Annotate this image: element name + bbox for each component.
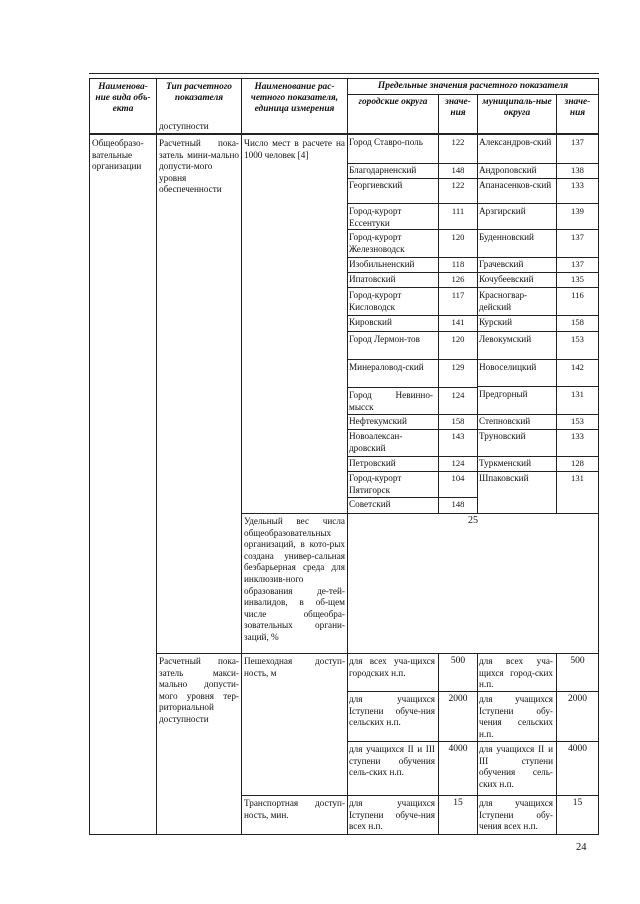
header-municipal-values: значе-ния xyxy=(564,97,591,118)
urban-district-value: 122 xyxy=(451,180,465,190)
urban-district-name: Георгиевский xyxy=(349,180,403,190)
municipal-district-name: Степновский xyxy=(479,416,531,426)
page-number: 24 xyxy=(576,842,587,853)
municipal-district-value: 137 xyxy=(571,232,584,242)
municipal-district-value: 137 xyxy=(571,259,584,269)
urban-district-name: Кировский xyxy=(349,317,392,327)
municipal-district-name: Буденновский xyxy=(479,232,534,242)
urban-district-value: 124 xyxy=(451,390,465,400)
urban-district-value: 104 xyxy=(451,473,465,483)
municipal-district-name: Арзгирский xyxy=(479,206,526,216)
urban-district-value: 143 xyxy=(451,431,465,441)
municipal-district-name: Новоселицкий xyxy=(479,362,537,372)
header-limit-values: Предельные значения расчетного показателя xyxy=(377,81,569,91)
urban-district-value: 148 xyxy=(451,499,465,509)
indicator-3-text: Пешеходная доступ-ность, м xyxy=(244,656,345,678)
indicator-type-2-text: Расчетный пока-затель макси-мально допусти-мого уровня тер-риториальной доступности xyxy=(159,656,239,724)
urban-district-value: 122 xyxy=(451,137,465,147)
transport-urban-value: 15 xyxy=(453,798,463,808)
urban-district-value: 117 xyxy=(451,290,465,300)
urban-district-name: Изобильненский xyxy=(349,259,415,269)
transport-municipal-text: для учащихся Iступени обу-чения всех н.п. xyxy=(479,798,553,832)
walk-urban-text: для учащихся Iступени обуче-ния сельских н.п. xyxy=(349,694,435,728)
urban-district-name: Советский xyxy=(349,499,391,509)
indicator-type-divider xyxy=(156,653,242,654)
municipal-district-name: Предгорный xyxy=(479,389,528,399)
municipal-district-value: 133 xyxy=(571,431,584,441)
indicator-1-text: Число мест в расчете на 1000 человек [4] xyxy=(244,138,345,160)
indicator-4-text: Транспортная доступ-ность, мин. xyxy=(244,798,345,820)
municipal-district-value: 139 xyxy=(571,206,584,216)
municipal-district-name: Апанасенков-ский xyxy=(479,180,552,190)
walk-urban-text: для всех уча-щихся городских н.п. xyxy=(349,656,435,678)
urban-district-value: 141 xyxy=(451,317,465,327)
municipal-district-name: Красногвар-дейский xyxy=(479,290,528,312)
col-object xyxy=(89,134,157,835)
municipal-district-value: 131 xyxy=(571,389,584,399)
urban-district-name: Город-курорт Ессентуки xyxy=(349,206,402,228)
municipal-district-value: 153 xyxy=(571,416,584,426)
urban-district-name: Благодарненский xyxy=(349,165,417,175)
header-indicator-name: Наименование рас-четного показателя, единица измерения xyxy=(250,82,339,114)
header-urban-districts: городские округа xyxy=(358,97,428,107)
walk-municipal-text: для учащихся Iступени обу-чения сельских н.п. xyxy=(479,694,553,739)
walk-urban-value: 4000 xyxy=(448,744,468,754)
urban-district-value: 129 xyxy=(451,362,465,372)
municipal-district-value: 116 xyxy=(571,290,584,300)
transport-urban-text: для учащихся Iступени обуче-ния всех н.п. xyxy=(349,798,435,832)
municipal-district-value: 138 xyxy=(571,165,584,175)
municipal-district-value: 142 xyxy=(571,362,584,372)
walk-urban-value: 500 xyxy=(450,656,466,666)
municipal-district-value: 135 xyxy=(571,274,584,284)
indicator-2-value: 25 xyxy=(468,515,478,526)
urban-district-name: Ипатовский xyxy=(349,274,396,284)
indicator-2-value-cell xyxy=(347,513,599,654)
walk-municipal-text: для всех уча-щихся город-ских н.п. xyxy=(479,656,553,690)
header-municipal-districts: муниципаль-ные округа xyxy=(482,97,552,118)
urban-district-value: 126 xyxy=(451,274,465,284)
urban-district-value: 111 xyxy=(451,206,465,216)
indicator-1-cell xyxy=(241,134,348,514)
urban-district-name: Город-курорт Пятигорск xyxy=(349,473,402,495)
municipal-district-name: Туркменский xyxy=(479,458,531,468)
municipal-district-value: 128 xyxy=(571,458,584,468)
indicator-type-1-text: Расчетный пока-затель мини-мально допусти-мого уровня обеспеченности xyxy=(159,138,239,195)
object-type-text: Общеобразо-вательные организации xyxy=(92,138,144,172)
urban-district-value: 148 xyxy=(451,165,465,175)
municipal-district-value: 131 xyxy=(571,473,584,483)
walk-urban-text: для учащихся II и III ступени обучения сель-ских н.п. xyxy=(349,744,435,778)
header-object-type: Наименова-ние вида объ-екта xyxy=(95,82,151,114)
municipal-district-name: Кочубеевский xyxy=(479,274,534,284)
walk-municipal-value: 500 xyxy=(570,656,585,666)
col-indicator-type xyxy=(156,134,242,835)
municipal-district-value: 153 xyxy=(571,334,584,344)
transport-municipal-value: 15 xyxy=(572,798,583,808)
walk-municipal-value: 2000 xyxy=(568,694,587,704)
municipal-district-value: 137 xyxy=(571,137,584,147)
urban-district-name: Город-курорт Кисловодск xyxy=(349,290,402,312)
municipal-district-name: Андроповский xyxy=(479,165,537,175)
urban-district-value: 158 xyxy=(451,416,465,426)
municipal-district-value: 158 xyxy=(571,317,584,327)
municipal-district-name: Левокумский xyxy=(479,334,532,344)
municipal-district-value: 133 xyxy=(571,180,584,190)
municipal-district-name: Грачевский xyxy=(479,259,524,269)
urban-district-name: Город Лермон-тов xyxy=(349,334,420,344)
urban-district-name: Новоалексан-дровский xyxy=(349,431,403,453)
urban-district-value: 124 xyxy=(451,458,465,468)
urban-district-name: Минераловод-ский xyxy=(349,362,424,372)
municipal-district-name: Шпаковский xyxy=(479,473,529,483)
municipal-district-name: Курский xyxy=(479,317,512,327)
walk-municipal-value: 4000 xyxy=(568,744,587,754)
urban-district-name: Город-курорт Железноводск xyxy=(349,232,405,254)
urban-district-name: Город Невинно-мысск xyxy=(349,390,433,412)
urban-district-value: 120 xyxy=(451,232,465,242)
urban-district-name: Петровский xyxy=(349,458,396,468)
header-urban-values: значе-ния xyxy=(445,97,471,118)
urban-district-value: 120 xyxy=(451,334,465,344)
walk-municipal-text: для учащихся II и III ступени обучения сель-ских н.п. xyxy=(479,744,553,789)
header-indicator-type: Тип расчетного показателя xyxy=(166,82,232,103)
municipal-district-name: Александров-ский xyxy=(479,137,552,147)
municipal-district-name: Труновский xyxy=(479,431,526,441)
urban-district-value: 118 xyxy=(451,259,465,269)
continuation-text: доступности xyxy=(159,121,209,131)
urban-district-name: Нефтекумский xyxy=(349,416,407,426)
urban-district-name: Город Ставро-поль xyxy=(349,137,423,147)
walk-urban-value: 2000 xyxy=(448,694,468,704)
indicator-2-text: Удельный вес числа общеобразовательных организаций, в кото-рых создана универ-сальная безбарьерная среда для инклюзив-ного образования де-тей-инвалидов, в об-щем числе общеобра-зовательных органи-заций, % xyxy=(244,516,345,642)
